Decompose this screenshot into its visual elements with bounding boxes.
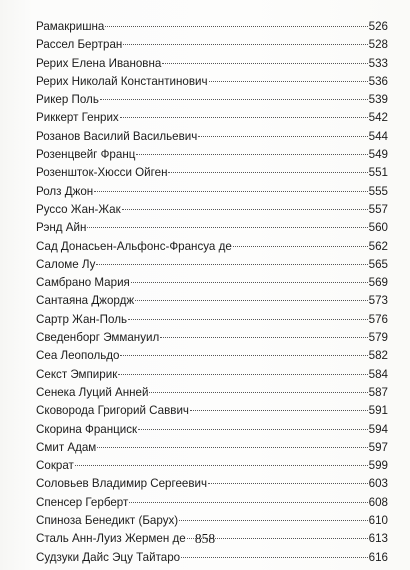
toc-entry-page: 608	[368, 495, 388, 509]
toc-entry	[36, 128, 388, 146]
toc-entry	[36, 91, 388, 109]
toc-entry-name: Секст Эмпирик	[36, 367, 118, 381]
dot-leader	[123, 44, 367, 45]
toc-entry-name: Сталь Анн-Луиз Жермен де	[36, 532, 186, 546]
toc-entry-name: Рамакришна	[36, 20, 105, 33]
toc-entry-name: Скорина Франциск	[36, 422, 138, 436]
dot-leader	[120, 117, 368, 118]
dot-leader	[233, 246, 368, 247]
dot-leader	[122, 209, 368, 210]
toc-entry	[36, 73, 388, 91]
toc-entry-name: Розеншток-Хюсси Ойген	[36, 166, 168, 180]
toc-entry-page: 533	[368, 56, 388, 70]
dot-leader	[190, 410, 368, 411]
toc-entry-name: Сад Донасьен-Альфонс-Франсуа де	[36, 239, 232, 253]
toc-entry	[36, 421, 388, 439]
dot-leader	[128, 319, 368, 320]
dot-leader	[181, 557, 368, 558]
dot-leader	[198, 136, 367, 137]
toc-entry-page: 551	[368, 166, 388, 180]
dot-leader	[179, 520, 368, 521]
toc-entry-name: Соловьев Владимир Сергеевич	[36, 477, 208, 491]
toc-entry-name: Сантаяна Джордж	[36, 294, 135, 308]
toc-entry	[36, 109, 388, 127]
dot-leader	[97, 447, 367, 448]
dot-leader	[96, 264, 367, 265]
toc-entry-name: Сеа Леопольдо	[36, 349, 120, 363]
toc-entry-name: Риккерт Генрих	[36, 111, 119, 125]
toc-entry	[36, 18, 388, 36]
toc-entry-page: 562	[368, 239, 388, 253]
toc-entry-page: 565	[368, 257, 388, 271]
toc-entry-page: 555	[368, 184, 388, 198]
toc-entry-name: Саломе Лу	[36, 257, 96, 271]
toc-entry-name: Судзуки Дайс Эцу Тайтаро	[36, 550, 181, 564]
toc-entry	[36, 494, 388, 512]
toc-entry	[36, 457, 388, 475]
dot-leader	[135, 300, 368, 301]
toc-entry-name: Сартр Жан-Поль	[36, 312, 128, 326]
toc-entry	[36, 146, 388, 164]
toc-entry	[36, 201, 388, 219]
toc-entry-page: 591	[368, 404, 388, 418]
toc-entry-name: Рассел Бертран	[36, 38, 123, 52]
toc-entry-page: 582	[368, 349, 388, 363]
toc-entry	[36, 183, 388, 201]
dot-leader	[118, 374, 367, 375]
dot-leader	[87, 227, 367, 228]
toc-entry	[36, 36, 388, 54]
toc-entry-name: Ролз Джон	[36, 184, 94, 198]
toc-entry-page: 597	[368, 440, 388, 454]
toc-entry-page: 616	[368, 550, 388, 564]
dot-leader	[120, 355, 367, 356]
dot-leader	[162, 63, 367, 64]
dot-leader	[100, 99, 368, 100]
toc-entry-name: Смит Адам	[36, 440, 97, 454]
toc-entry-name: Рерих Николай Константинович	[36, 74, 208, 88]
toc-entry-name: Сократ	[36, 459, 74, 473]
dot-leader	[75, 465, 368, 466]
toc-entry	[36, 219, 388, 237]
toc-entry-page: 613	[368, 532, 388, 546]
dot-leader	[138, 429, 368, 430]
toc-entry-page: 549	[368, 148, 388, 162]
toc-entry	[36, 311, 388, 329]
toc-entry-page: 584	[368, 367, 388, 381]
toc-entry-name: Сенека Луций Анней	[36, 385, 149, 399]
toc-entry-name: Розенцвейг Франц	[36, 148, 136, 162]
toc-entry	[36, 256, 388, 274]
toc-entry-name: Спиноза Бенедикт (Барух)	[36, 514, 179, 528]
toc-entry	[36, 549, 388, 567]
toc-entry	[36, 238, 388, 256]
toc-entry-name: Руссо Жан-Жак	[36, 202, 121, 216]
toc-entry-name: Розанов Василий Васильевич	[36, 129, 198, 143]
toc-entry-page: 603	[368, 477, 388, 491]
toc-entry-page: 587	[368, 385, 388, 399]
toc-entry	[36, 347, 388, 365]
toc-entry	[36, 475, 388, 493]
dot-leader	[105, 26, 367, 27]
toc-entry-page: 539	[368, 93, 388, 107]
toc-entry-page: 579	[368, 331, 388, 345]
toc-entry	[36, 439, 388, 457]
toc-entry	[36, 55, 388, 73]
toc-entry	[36, 366, 388, 384]
dot-leader	[168, 172, 367, 173]
toc-entry-name: Сковорода Григорий Саввич	[36, 404, 189, 418]
toc-entry-page: 569	[368, 276, 388, 290]
toc-entry-page: 560	[368, 221, 388, 235]
dot-leader	[208, 483, 368, 484]
dot-leader	[131, 282, 368, 283]
toc-entry	[36, 292, 388, 310]
toc-entry	[36, 164, 388, 182]
toc-entry-page: 594	[368, 422, 388, 436]
toc-entry-name: Рерих Елена Ивановна	[36, 56, 162, 70]
toc-entry-page: 573	[368, 294, 388, 308]
dot-leader	[160, 337, 367, 338]
toc-entry-page: 528	[368, 38, 388, 52]
dot-leader	[136, 154, 367, 155]
toc-entry-name: Рикер Поль	[36, 93, 99, 107]
toc-entry	[36, 329, 388, 347]
dot-leader	[129, 502, 367, 503]
table-of-contents	[36, 18, 388, 567]
toc-entry	[36, 384, 388, 402]
toc-entry	[36, 274, 388, 292]
toc-entry-page: 610	[368, 514, 388, 528]
toc-entry-page: 557	[368, 202, 388, 216]
dot-leader	[149, 392, 367, 393]
toc-entry	[36, 512, 388, 530]
page-number: 858	[194, 531, 216, 546]
toc-entry-name: Самбрано Мария	[36, 276, 130, 290]
toc-entry-page: 542	[368, 111, 388, 125]
dot-leader	[209, 81, 368, 82]
dot-leader	[94, 191, 367, 192]
toc-entry-name: Сведенборг Эммануил	[36, 331, 160, 345]
toc-entry-page: 599	[368, 459, 388, 473]
toc-entry-name: Рэнд Айн	[36, 221, 87, 235]
toc-entry-page: 536	[368, 74, 388, 88]
toc-entry	[36, 402, 388, 420]
toc-entry-name: Спенсер Герберт	[36, 495, 129, 509]
toc-entry-page: 544	[368, 129, 388, 143]
toc-entry-page: 576	[368, 312, 388, 326]
toc-entry-page: 526	[368, 20, 388, 33]
